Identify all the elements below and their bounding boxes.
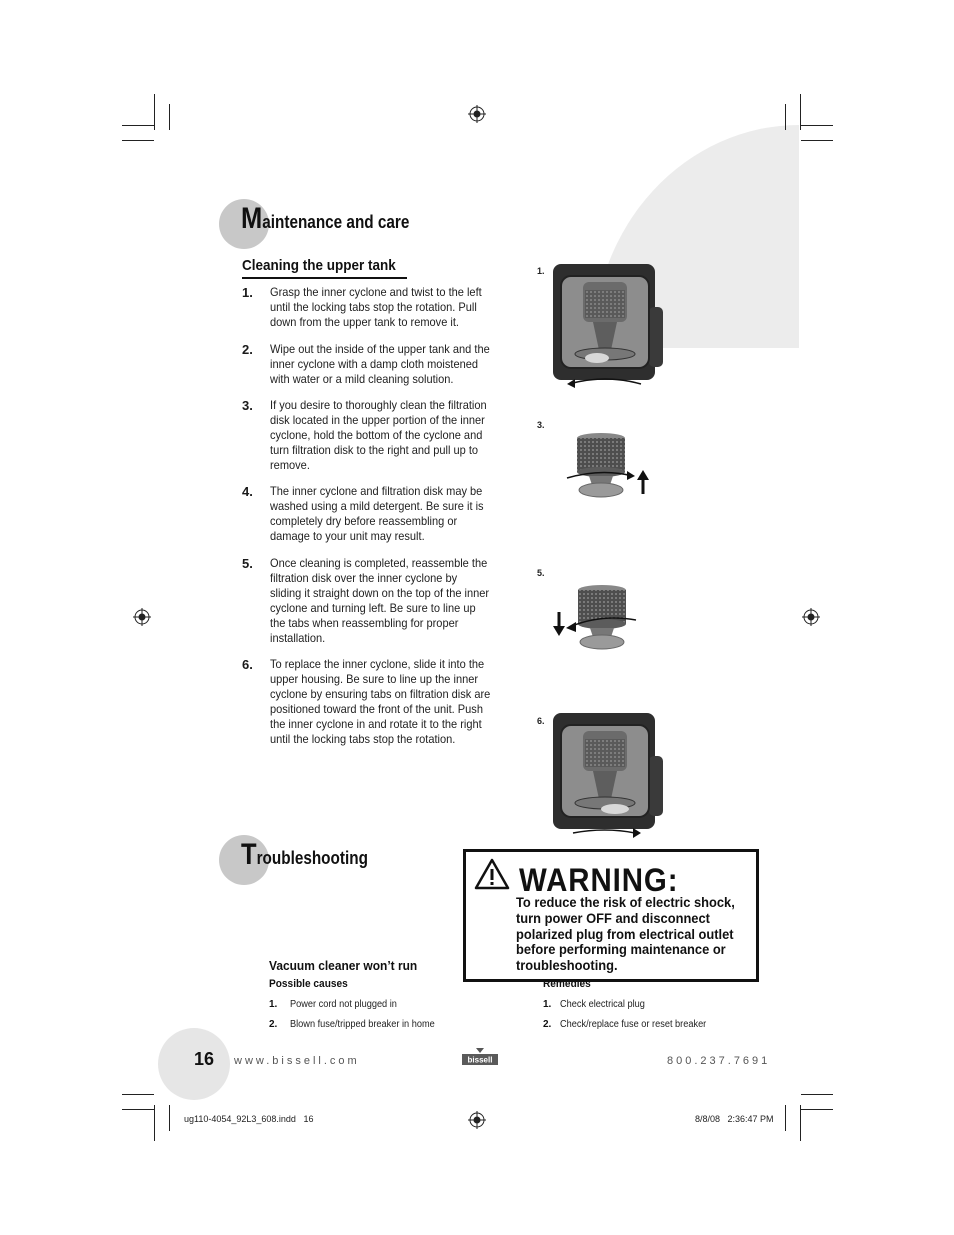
- cause-number: 2.: [269, 1019, 278, 1030]
- print-slug-file: ug110-4054_92L3_608.indd 16: [184, 1114, 314, 1124]
- warning-triangle-icon: [474, 858, 510, 890]
- crop-mark: [154, 1105, 155, 1141]
- filtration-disk-removal-image: [563, 432, 653, 504]
- step-text: To replace the inner cyclone, slide it into the upper housing. Be sure to line up the inner cyclone by ensuring tabs on filtration disk are positioned toward the front of the unit. Push the inner cyclone in and rotate it to the right until the locking tabs stop the rotation.: [270, 657, 491, 746]
- step-text: Once cleaning is completed, reassemble the filtration disk over the inner cyclone by sliding it straight down on the top of the inner cyclone and turning left. Be sure to line up the tabs when reassembling for proper installation.: [270, 556, 490, 645]
- section-title-rest: roubleshooting: [256, 848, 368, 868]
- step-text: The inner cyclone and filtration disk may be washed using a mild detergent. Be sure it is completely dry before reassembling or damage to your unit may result.: [270, 484, 484, 543]
- remedy-number: 1.: [543, 999, 552, 1010]
- section-title-rest: aintenance and care: [262, 212, 410, 232]
- page-number: 16: [194, 1049, 215, 1069]
- step-number: 5.: [242, 556, 253, 571]
- footer-phone: 800.237.7691: [667, 1055, 771, 1067]
- figure-label: 1.: [537, 266, 545, 276]
- section-initial: T: [241, 838, 257, 871]
- step-number: 3.: [242, 398, 253, 413]
- figure-label: 3.: [537, 420, 545, 430]
- registration-mark-icon: [133, 608, 151, 626]
- subheading: Cleaning the upper tank: [242, 257, 396, 274]
- figure-label: 5.: [537, 568, 545, 578]
- crop-mark: [801, 140, 833, 141]
- step-text: Wipe out the inside of the upper tank and the inner cyclone with a damp cloth moistened with water or a mild cleaning solution.: [270, 342, 490, 386]
- crop-mark: [154, 94, 155, 130]
- step-number: 1.: [242, 285, 253, 300]
- remedy-text: Check/replace fuse or reset breaker: [560, 1019, 707, 1030]
- print-slug-date: 8/8/08 2:36:47 PM: [695, 1114, 774, 1124]
- step-number: 4.: [242, 484, 253, 499]
- upper-tank-image: [549, 262, 667, 390]
- step-text: If you desire to thoroughly clean the filtration disk located in the upper portion of the inner cyclone, hold the bottom of the cyclone and turn filtration disk to the right and pull up to remove.: [270, 398, 487, 472]
- registration-mark-icon: [468, 105, 486, 123]
- warning-title: WARNING:: [519, 862, 679, 898]
- crop-mark: [169, 1105, 170, 1131]
- cause-text: Power cord not plugged in: [290, 999, 397, 1010]
- registration-mark-icon: [468, 1111, 486, 1129]
- remedy-text: Check electrical plug: [560, 999, 645, 1010]
- crop-mark: [785, 1105, 786, 1131]
- section-initial: M: [241, 202, 263, 235]
- crop-mark: [801, 1109, 833, 1110]
- causes-heading: Possible causes: [269, 978, 348, 990]
- problem-heading: Vacuum cleaner won’t run: [269, 958, 418, 973]
- crop-mark: [801, 125, 833, 126]
- upper-housing-image: [549, 711, 667, 843]
- step-number: 2.: [242, 342, 253, 357]
- crop-mark: [122, 1094, 154, 1095]
- crop-mark: [800, 1105, 801, 1141]
- figure-label: 6.: [537, 716, 545, 726]
- brand-text: bissell: [467, 1055, 493, 1065]
- crop-mark: [122, 1109, 154, 1110]
- cause-text: Blown fuse/tripped breaker in home: [290, 1019, 435, 1030]
- cause-number: 1.: [269, 999, 278, 1010]
- warning-text: To reduce the risk of electric shock, turn power OFF and disconnect polarized plug from electrical outlet before performing maintenance or troubleshooting.: [516, 894, 735, 974]
- section-title-troubleshooting: [241, 838, 368, 872]
- filtration-disk-reassembly-image: [550, 584, 642, 654]
- section-title-maintenance: [241, 202, 409, 236]
- step-number: 6.: [242, 657, 253, 672]
- step-text: Grasp the inner cyclone and twist to the left until the locking tabs stop the rotation. Pull down from the upper tank to remove it.: [270, 285, 482, 329]
- footer-url: www.bissell.com: [234, 1055, 360, 1067]
- crop-mark: [122, 125, 154, 126]
- crop-mark: [801, 1094, 833, 1095]
- remedies-heading: Remedies: [543, 978, 591, 990]
- subheading-rule: [242, 277, 407, 279]
- crop-mark: [169, 104, 170, 130]
- registration-mark-icon: [802, 608, 820, 626]
- bissell-logo-icon: [460, 1047, 500, 1067]
- remedy-number: 2.: [543, 1019, 552, 1030]
- crop-mark: [785, 104, 786, 130]
- crop-mark: [122, 140, 154, 141]
